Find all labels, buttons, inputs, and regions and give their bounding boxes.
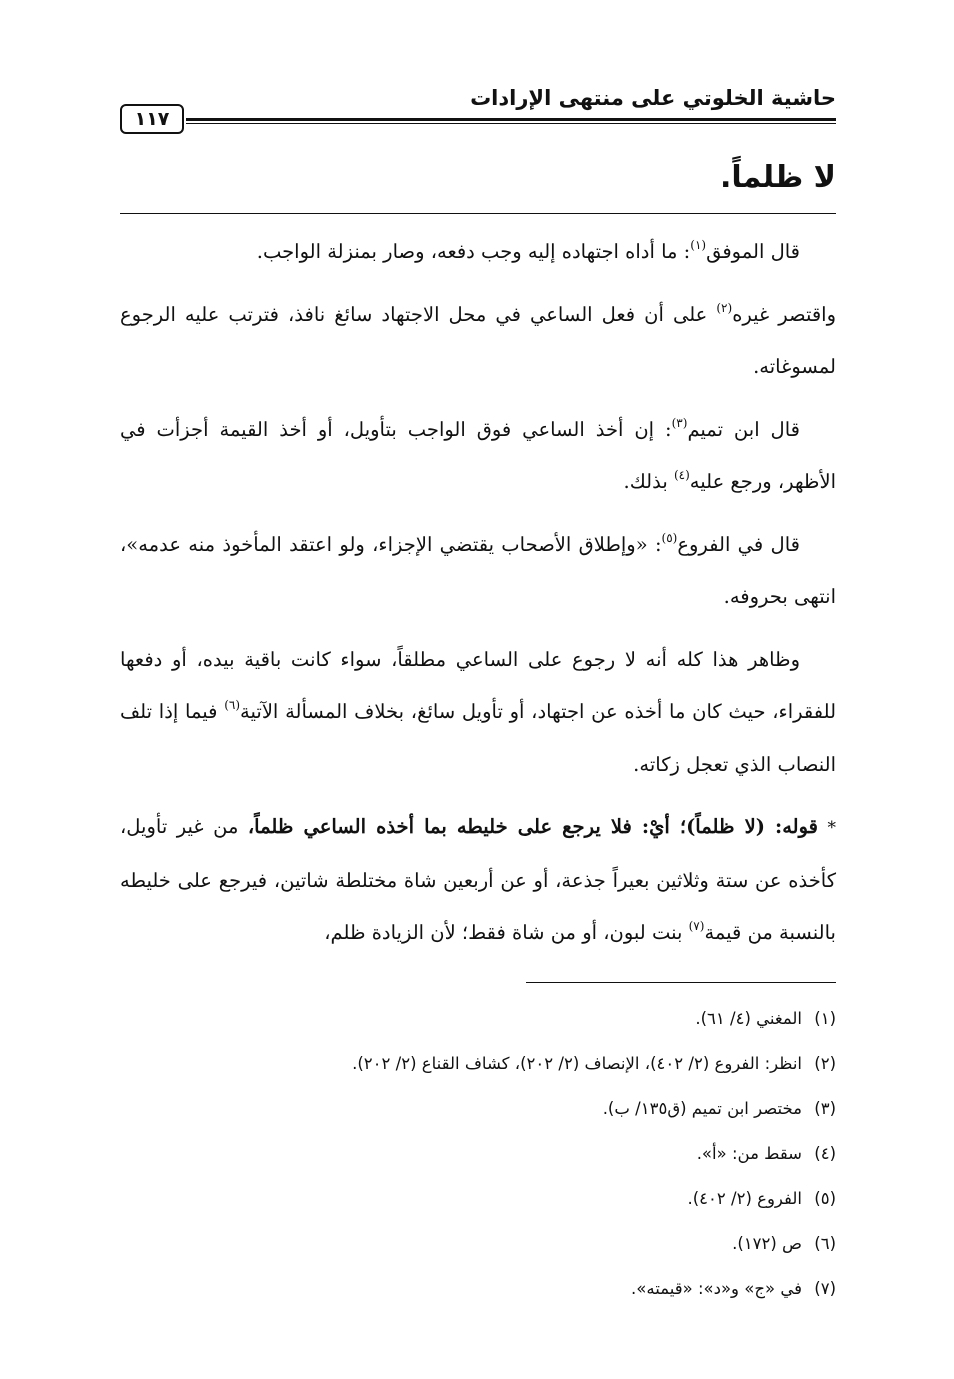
footnote: (٤)سقط من: «أ». [120, 1131, 836, 1176]
footnote-number: (٥) [814, 1189, 836, 1208]
matn-rule [120, 213, 836, 214]
footnote-number: (٦) [814, 1234, 836, 1253]
header-rule [186, 118, 836, 124]
footnote: (٢)انظر: الفروع (٢/ ٤٠٢)، الإنصاف (٢/ ٢٠٢)، كشاف القناع (٢/ ٢٠٢). [120, 1041, 836, 1086]
footnote-number: (١) [814, 1009, 836, 1028]
footnote-separator [526, 982, 836, 983]
paragraph: واقتصر غيره$^{(٢)}$ على أن فعل الساعي في محل الاجتهاد سائغ نافذ، فترتب عليه الرجوع لمسوغاته. [120, 300, 837, 378]
footnote-ref: (٥) [661, 530, 678, 545]
footnote-ref: (٦) [224, 698, 241, 712]
footnote-ref: (٣) [671, 415, 688, 430]
footnote: (٥)الفروع (٢/ ٤٠٢). [120, 1176, 836, 1221]
paragraph: قال في الفروع$^{(٥)}$: «وإطلاق الأصحاب يقتضي الإجزاء، ولو اعتقد المأخوذ منه عدمه»، انتهى بحروفه. [120, 530, 836, 608]
footnote-ref: (٢) [716, 300, 733, 315]
footnote-number: (٧) [814, 1279, 836, 1298]
footnotes-list [120, 996, 836, 1311]
book-title: حاشية الخلوتي على منتهى الإرادات [470, 86, 836, 110]
qawluh-lead: قوله: (لا ظلماً)؛ أيْ: فلا يرجع على خليطه بما أخذه الساعي ظلماً، [247, 815, 818, 838]
matn-heading: لا ظلماً. [719, 160, 836, 195]
asterisk-marker: * [827, 818, 836, 838]
page-number: ١١٧ [120, 104, 184, 134]
footnote-number: (٤) [814, 1144, 836, 1163]
footnote-ref: (١) [690, 238, 707, 252]
footnote: (٧)في «ج» و«د»: «قيمته». [120, 1266, 836, 1311]
footnote-ref: (٧) [688, 919, 705, 933]
footnote: (٦)ص (١٧٢). [120, 1221, 836, 1266]
footnote: (١)المغني (٤/ ٦١). [120, 996, 836, 1041]
footnote-number: (٣) [814, 1099, 836, 1118]
commentary-body [120, 226, 836, 960]
footnote-ref: (٤) [673, 468, 690, 482]
footnote: (٣)مختصر ابن تميم (ق١٣٥/ ب). [120, 1086, 836, 1131]
footnote-number: (٢) [814, 1054, 836, 1073]
paragraph: وظاهر هذا كله أنه لا رجوع على الساعي مطلقاً، سواء كانت باقية بيده، أو دفعها للفقراء، حيث كان ما أخذه عن اجتهاد، أو تأويل سائغ، بخلاف المسألة الآتية$^{(٦)}$ فيما إذا تلف النصاب الذي تعجل زكاته. [120, 647, 837, 776]
paragraph: قال الموفق$^{(١)}$: ما أداه اجتهاده إليه وجب دفعه، وصار بمنزلة الواجب. [256, 238, 800, 263]
paragraph: * قوله: (لا ظلماً)؛ أيْ: فلا يرجع على خليطه بما أخذه الساعي ظلماً، من غير تأويل، كأخذه عن ستة وثلاثين بعيراً جذعة، أو عن أربعين شاة مختلطة شاتين، فيرجع على خليطه بالنسبة من قيمة$^{(٧)}$ بنت لبون، أو من شاة فقط؛ لأن الزيادة ظلم، [120, 815, 836, 944]
paragraph: قال ابن تميم$^{(٣)}$: إن أخذ الساعي فوق الواجب بتأويل، أو أخذ القيمة أجزأت في الأظهر، ورجع عليه$^{(٤)}$ بذلك. [120, 415, 836, 493]
running-header [120, 86, 836, 136]
